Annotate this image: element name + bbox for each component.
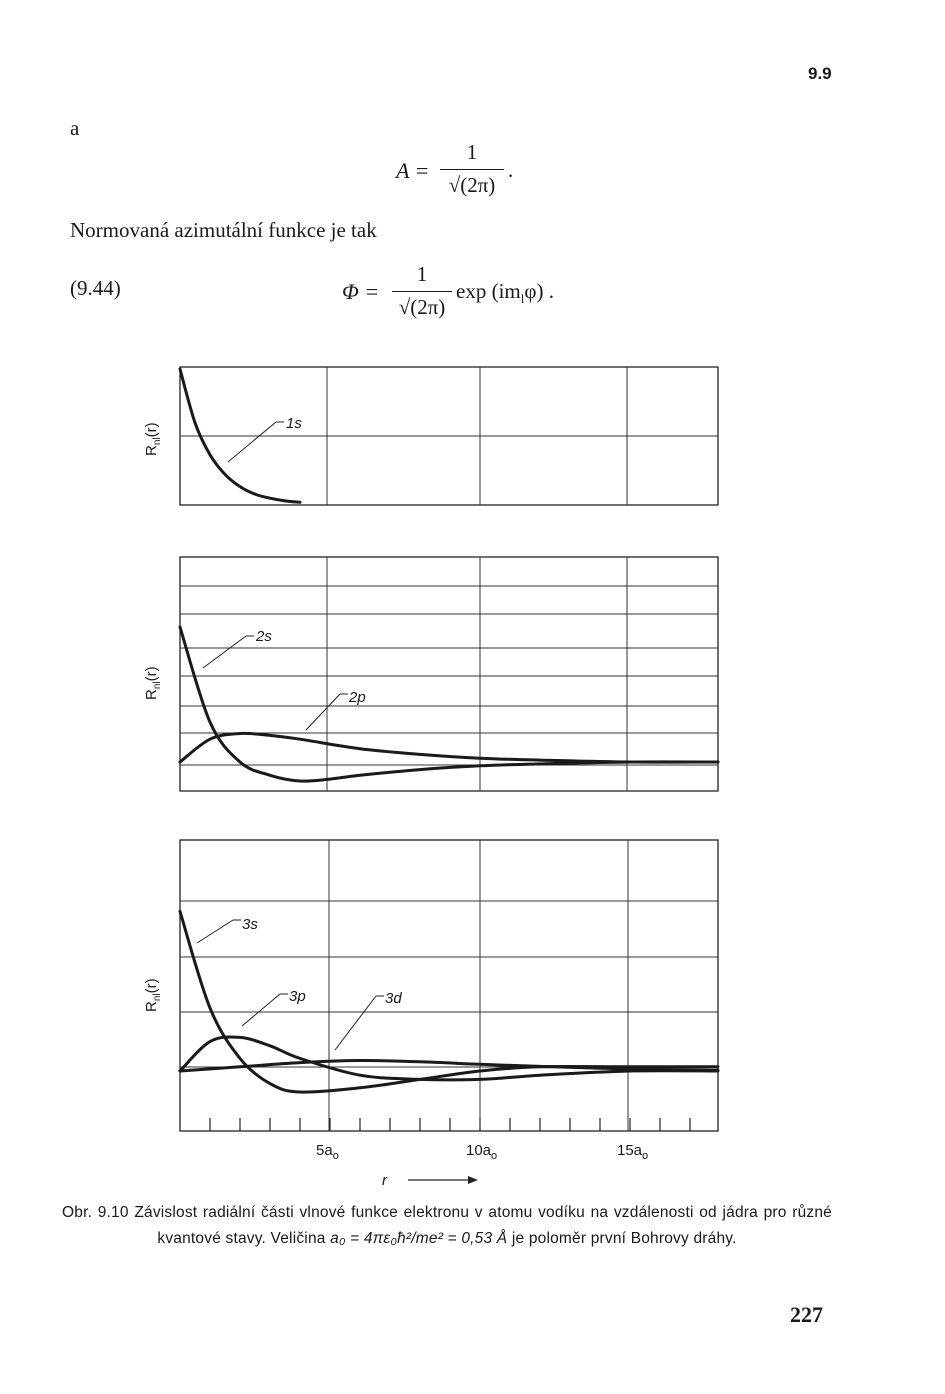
- series-label-3s: 3s: [242, 916, 258, 933]
- y-label-main: R: [143, 689, 160, 700]
- tick-value: 5a: [316, 1142, 333, 1159]
- equation-a-lhs: A =: [396, 158, 430, 183]
- panel-2s-2p: [180, 557, 718, 791]
- y-label-arg: (r): [143, 422, 160, 438]
- equation-number: (9.44): [70, 276, 121, 300]
- x-axis-symbol: r: [382, 1172, 387, 1189]
- equation-a-numerator: 1: [466, 140, 478, 164]
- caption-formula: a₀ = 4πε₀ħ²/me² = 0,53 Å: [330, 1230, 508, 1247]
- body-sentence: Normovaná azimutální funkce je tak: [70, 218, 377, 242]
- equation-phi-exp: exp (im: [456, 279, 521, 303]
- panel-frame: [180, 840, 718, 1131]
- panel-1s: [180, 367, 718, 505]
- equation-phi-subscript: l: [520, 291, 525, 307]
- leader-line: [306, 694, 340, 730]
- series-label-2p: 2p: [349, 689, 366, 706]
- series-line-2p: [180, 733, 718, 762]
- equation-phi-tail: φ) .: [524, 279, 554, 303]
- intro-word: a: [70, 116, 80, 140]
- tick-value: 15a: [617, 1142, 643, 1159]
- caption-text: Závislost radiální části vlnové funkce elektronu v atomu vodíku na vzdálenosti od jádra pro různé kvantové stavy. Veličina: [134, 1204, 832, 1247]
- figure-caption: [62, 1200, 832, 1252]
- y-label-arg: (r): [143, 978, 160, 994]
- series-line-3p: [180, 1037, 718, 1080]
- y-label-arg: (r): [143, 666, 160, 682]
- series-label-2s: 2s: [256, 628, 272, 645]
- equation-phi-lhs: Φ =: [342, 279, 380, 304]
- panel-3s-3p-3d: [180, 840, 718, 1131]
- series-line-2s: [180, 627, 718, 781]
- page-number: 227: [790, 1302, 823, 1327]
- caption-end: je poloměr první Bohrovy dráhy.: [511, 1230, 737, 1247]
- tick-sub: o: [642, 1150, 649, 1162]
- section-number: 9.9: [808, 64, 832, 83]
- x-axis-arrow-head: [468, 1176, 478, 1184]
- tick-sub: o: [491, 1150, 498, 1162]
- leader-line: [197, 920, 233, 943]
- equation-a-denominator: √(2π): [448, 173, 496, 197]
- y-label-sub: nl: [152, 993, 163, 1002]
- equation-phi-denominator: √(2π): [398, 295, 446, 319]
- y-label-sub: nl: [152, 681, 163, 690]
- series-label-1s: 1s: [286, 415, 302, 432]
- leader-line: [335, 996, 376, 1050]
- series-label-3d: 3d: [385, 990, 402, 1007]
- tick-value: 10a: [466, 1142, 492, 1159]
- y-label-main: R: [143, 445, 160, 456]
- y-label-main: R: [143, 1001, 160, 1012]
- x-tick-label-5: [316, 1142, 339, 1162]
- equation-a-period: .: [508, 158, 514, 182]
- series-label-3p: 3p: [289, 988, 306, 1005]
- equation-phi-numerator: 1: [416, 262, 428, 286]
- leader-line: [242, 994, 280, 1026]
- x-tick-label-15: [617, 1142, 648, 1162]
- tick-sub: o: [332, 1150, 339, 1162]
- caption-prefix: Obr. 9.10: [62, 1204, 129, 1221]
- leader-line: [228, 422, 276, 462]
- y-label-sub: nl: [152, 437, 163, 446]
- x-tick-label-10: [466, 1142, 497, 1162]
- leader-line: [203, 636, 246, 668]
